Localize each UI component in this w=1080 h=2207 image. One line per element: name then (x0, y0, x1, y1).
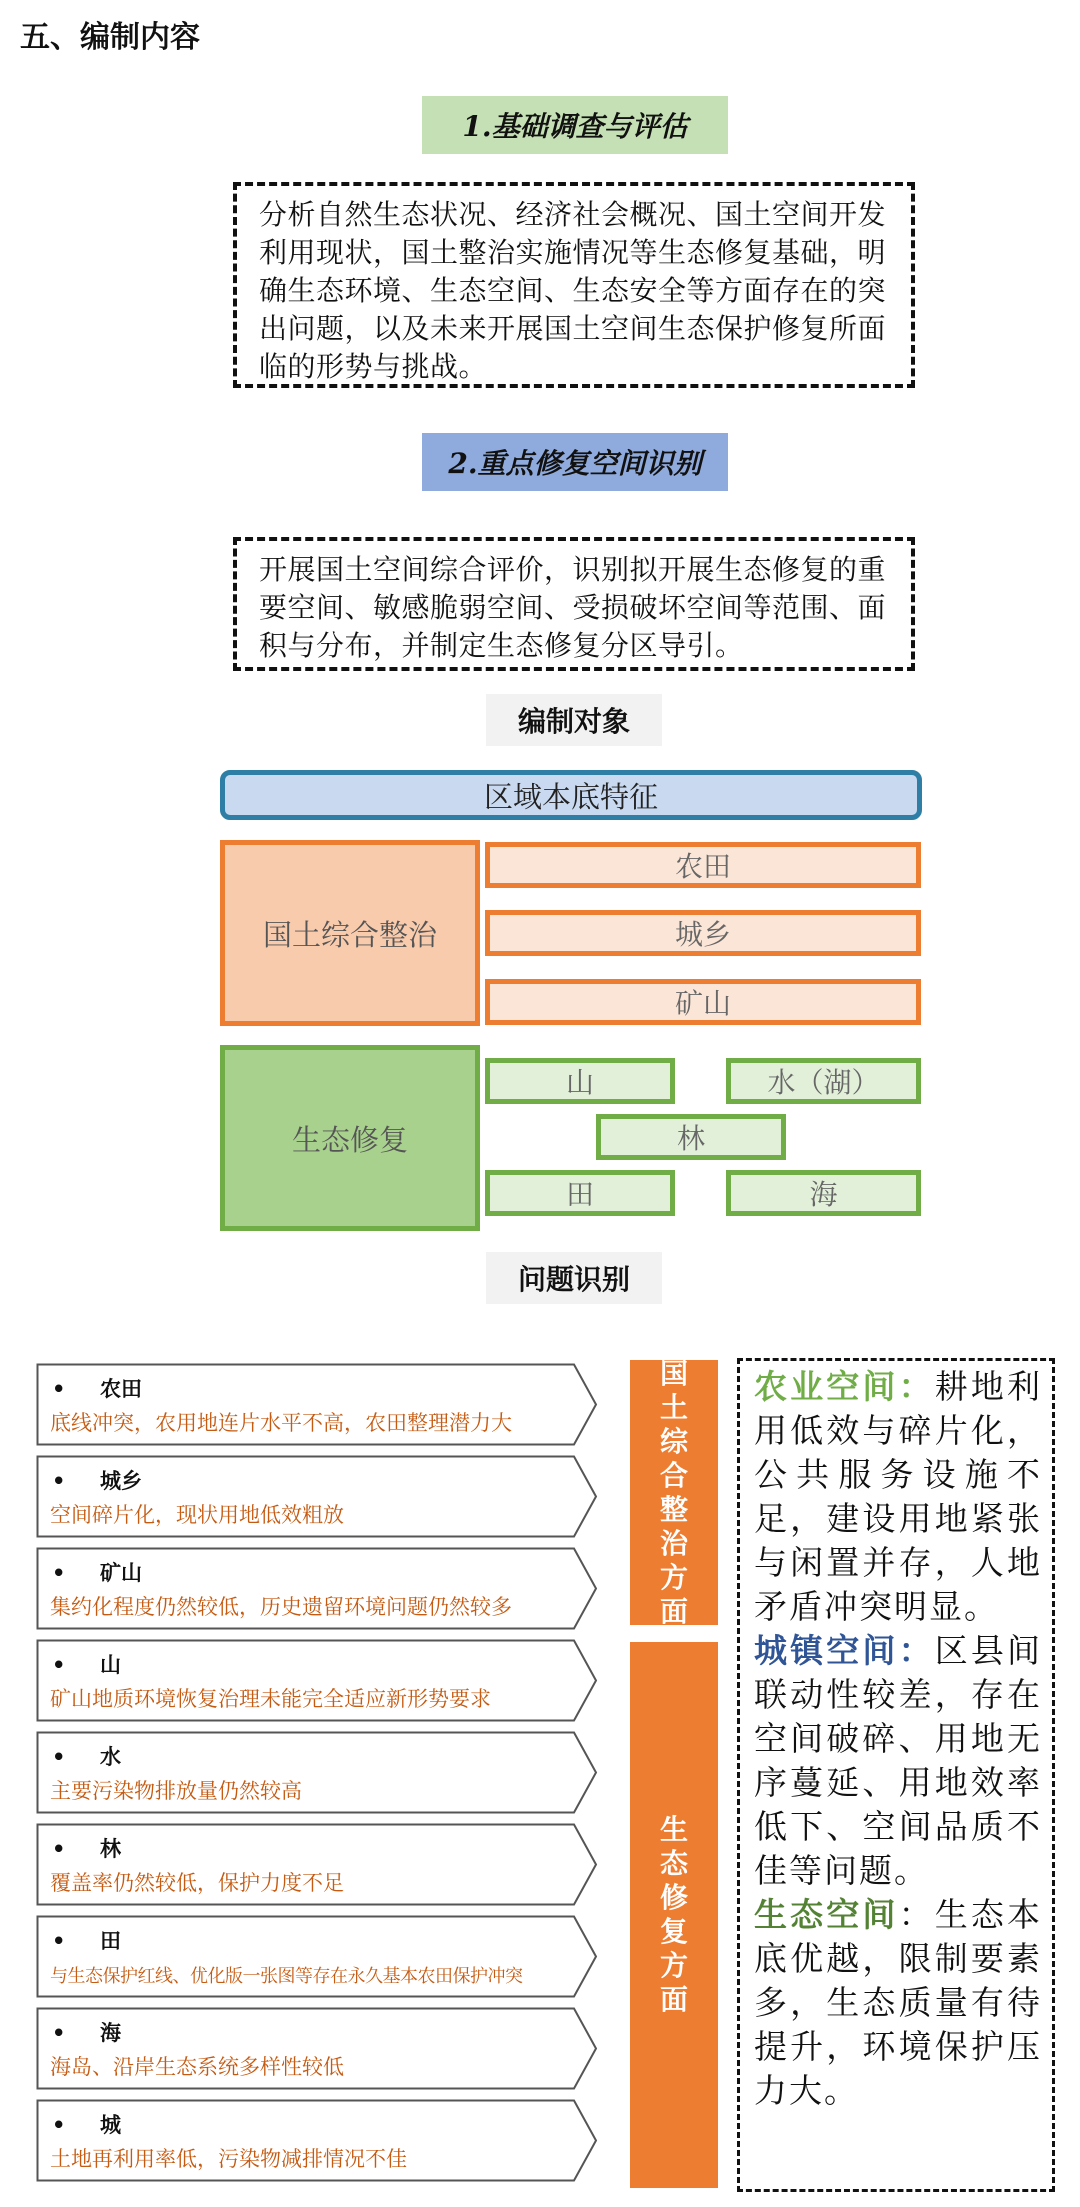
problem-name: 水 (100, 1745, 121, 1769)
problem-name: 农田 (100, 1377, 142, 1401)
eco-item-forest: 林 (596, 1114, 786, 1160)
land-item-farmland: 农田 (485, 842, 921, 888)
eco-item-mountain: 山 (485, 1058, 675, 1104)
bullet: • (52, 1745, 66, 1769)
eco-restoration-aspect-bar (630, 1642, 718, 2188)
bullet: • (52, 1929, 66, 1953)
bullet: • (52, 1469, 66, 1493)
problem-item (36, 1547, 598, 1630)
problem-desc: 主要污染物排放量仍然较高 (50, 1779, 302, 1803)
problem-item (36, 1823, 598, 1906)
agri-space-text: 耕地利用低效与碎片化，公共服务设施不足，建设用地紧张与闲置并存，人地矛盾冲突明显。 (754, 1367, 1043, 1626)
problem-name: 林 (100, 1837, 121, 1861)
problem-desc: 底线冲突，农用地连片水平不高，农田整理潜力大 (50, 1411, 512, 1435)
problem-name: 矿山 (100, 1561, 142, 1585)
problem-desc: 土地再利用率低，污染物减排情况不佳 (50, 2147, 407, 2171)
urban-space-text: 区县间联动性较差，存在空间破碎、用地无序蔓延、用地效率低下、空间品质不佳等问题。 (754, 1631, 1043, 1890)
problem-name: 田 (100, 1929, 121, 1953)
eco-item-field: 田 (485, 1170, 675, 1216)
problem-item (36, 1915, 598, 1998)
problems-heading: 问题识别 (486, 1252, 662, 1304)
problem-desc: 与生态保护红线、优化版一张图等存在永久基本农田保护冲突 (50, 1966, 523, 1987)
page-title: 五、编制内容 (20, 20, 200, 55)
bullet: • (52, 1561, 66, 1585)
problem-desc: 集约化程度仍然较低，历史遗留环境问题仍然较多 (50, 1595, 512, 1619)
problem-item (36, 2007, 598, 2090)
objects-heading: 编制对象 (486, 694, 662, 746)
urban-space-key: 城镇空间： (754, 1631, 935, 1670)
problem-name: 山 (100, 1653, 121, 1677)
problem-item (36, 1363, 598, 1446)
agri-space-key: 农业空间： (754, 1367, 935, 1406)
section1-label: 1.基础调查与评估 (422, 96, 728, 154)
bullet: • (52, 2113, 66, 2137)
problem-item (36, 2099, 598, 2182)
section1-text: 分析自然生态状况、经济社会概况、国土空间开发利用现状，国土整治实施情况等生态修复基础，明确生态环境、生态空间、生态安全等方面存在的突出问题，以及未来开展国土空间生态保护修复所面临的形势与挑战。 (233, 182, 915, 388)
land-consolidation-box: 国土综合整治 (220, 840, 480, 1026)
eco-item-water: 水（湖） (726, 1058, 921, 1104)
problem-desc: 海岛、沿岸生态系统多样性较低 (50, 2055, 344, 2079)
land-item-mine: 矿山 (485, 979, 921, 1025)
problem-desc: 空间碎片化，现状用地低效粗放 (50, 1503, 344, 1527)
region-baseline-box: 区域本底特征 (220, 770, 922, 820)
section2-text: 开展国土空间综合评价，识别拟开展生态修复的重要空间、敏感脆弱空间、受损破坏空间等范围、面积与分布，并制定生态修复分区导引。 (233, 537, 915, 671)
section2-label: 2.重点修复空间识别 (422, 433, 728, 491)
bar-label: 生态修复方面 (659, 1813, 688, 2016)
eco-space-text: ：生态本底优越，限制要素多，生态质量有待提升，环境保护压力大。 (754, 1895, 1043, 2110)
problem-name: 城 (100, 2113, 121, 2137)
problem-desc: 覆盖率仍然较低，保护力度不足 (50, 1871, 344, 1895)
eco-space-key: 生态空间 (754, 1895, 899, 1934)
bullet: • (52, 1377, 66, 1401)
problem-desc: 矿山地质环境恢复治理未能完全适应新形势要求 (50, 1687, 491, 1711)
eco-restoration-box: 生态修复 (220, 1045, 480, 1231)
problem-item (36, 1639, 598, 1722)
land-item-urban-rural: 城乡 (485, 910, 921, 956)
land-consolidation-aspect-bar (630, 1356, 718, 1628)
summary-box (737, 1358, 1055, 2192)
bullet: • (52, 1653, 66, 1677)
eco-item-sea: 海 (726, 1170, 921, 1216)
bullet: • (52, 2021, 66, 2045)
problem-name: 城乡 (100, 1469, 142, 1493)
problem-item (36, 1731, 598, 1814)
bar-label: 国土综合整治方面 (659, 1356, 688, 1628)
problem-item (36, 1455, 598, 1538)
problem-name: 海 (100, 2021, 121, 2045)
bullet: • (52, 1837, 66, 1861)
